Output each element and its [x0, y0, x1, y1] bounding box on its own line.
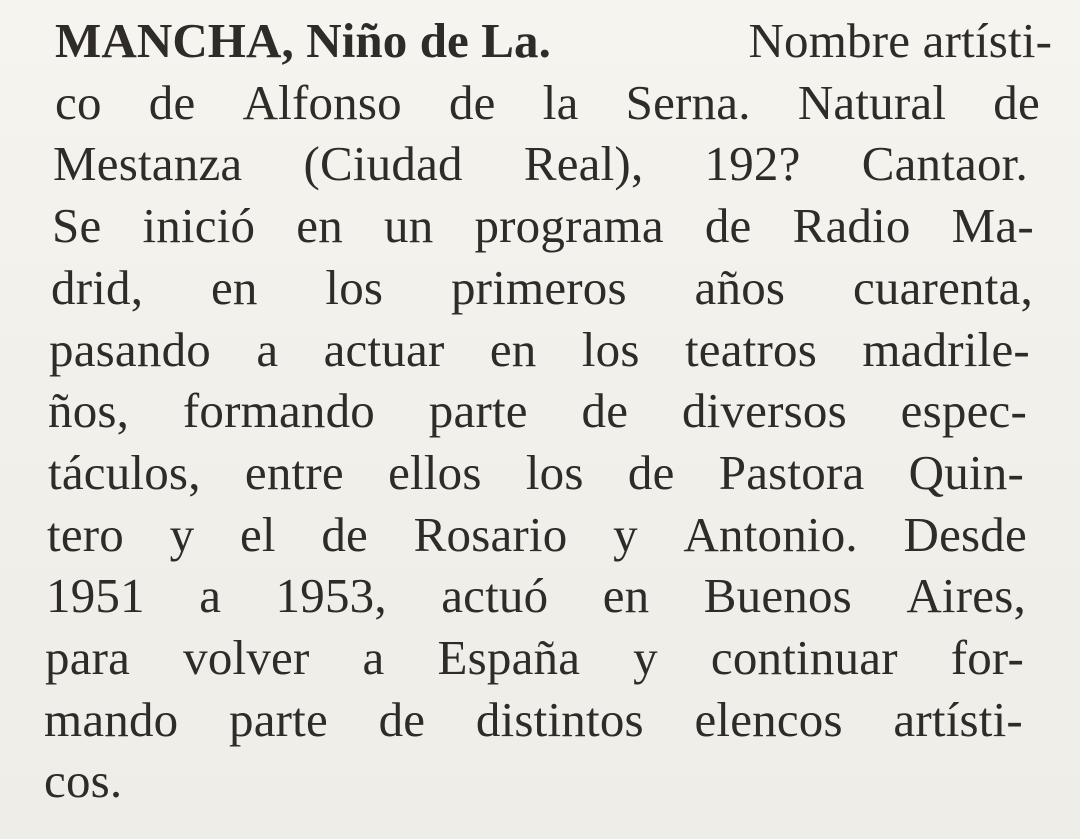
entry-word: años	[694, 259, 786, 315]
entry-word: Mestanza	[53, 136, 243, 192]
entry-line-1-text: Nombre artísti-	[748, 13, 1053, 68]
entry-word: actuar	[323, 321, 445, 377]
entry-word: parte	[428, 383, 528, 439]
entry-word: (Ciudad	[303, 136, 463, 192]
entry-line-6	[0, 319, 1030, 381]
entry-word: mando	[44, 691, 179, 747]
entry-word: teatros	[684, 321, 817, 377]
entry-word: de	[148, 74, 196, 130]
entry-word: de	[581, 383, 629, 439]
entry-word: entre	[244, 444, 344, 500]
entry-word: for-	[950, 630, 1024, 686]
entry-word: actuó	[441, 568, 549, 624]
entry-word: madrile-	[862, 321, 1030, 377]
entry-word: táculos,	[48, 444, 201, 500]
entry-line-13: cos.	[44, 753, 123, 809]
entry-line-5	[0, 257, 1033, 319]
entry-word: a	[256, 321, 279, 377]
entry-word: Buenos	[703, 568, 852, 624]
entry-word: Aires,	[906, 568, 1026, 624]
entry-word: distintos	[475, 691, 644, 747]
entry-word: en	[296, 198, 343, 254]
entry-word: inició	[142, 198, 256, 254]
entry-word: Rosario	[413, 506, 568, 562]
entry-word: un	[384, 198, 434, 254]
entry-line-4	[0, 195, 1034, 257]
entry-word: y	[613, 506, 638, 562]
dictionary-entry	[0, 10, 1080, 812]
entry-word: cuarenta,	[852, 259, 1033, 315]
entry-word: los	[325, 259, 384, 315]
entry-word: artísti-	[893, 691, 1023, 747]
entry-word: Cantaor.	[861, 136, 1028, 192]
entry-word: a	[199, 568, 222, 624]
entry-line-9	[0, 504, 1027, 566]
entry-word: ños,	[48, 383, 130, 439]
entry-word: Natural	[797, 74, 947, 130]
entry-word: drid,	[51, 259, 144, 315]
entry-word: continuar	[710, 630, 898, 686]
entry-line-2	[0, 72, 1040, 134]
entry-word: Desde	[903, 506, 1027, 562]
entry-word: Alfonso	[242, 74, 402, 130]
entry-word: a	[362, 630, 385, 686]
entry-line-1	[0, 10, 1053, 72]
entry-word: de	[378, 691, 426, 747]
entry-headword: MANCHA, Niño de La.	[55, 13, 551, 68]
entry-word: y	[169, 506, 195, 562]
entry-word: 1951	[46, 568, 145, 624]
entry-word: formando	[182, 383, 376, 439]
entry-word: los	[525, 444, 584, 500]
entry-line-12	[0, 689, 1023, 751]
entry-word: co	[55, 74, 102, 130]
entry-word: Quin-	[908, 444, 1024, 500]
entry-word: de	[448, 74, 496, 130]
entry-word: Serna.	[625, 74, 751, 130]
entry-word: España	[437, 630, 581, 686]
entry-word: pasando	[49, 321, 211, 377]
entry-line-3	[0, 133, 1028, 195]
entry-word: de	[993, 74, 1040, 130]
entry-word: Antonio.	[683, 506, 858, 562]
entry-word: de	[321, 506, 368, 562]
entry-word: Real),	[523, 136, 644, 192]
entry-word: volver	[183, 630, 310, 686]
entry-word: programa	[474, 198, 664, 254]
entry-word: de	[704, 198, 752, 254]
entry-line-8	[0, 442, 1024, 504]
entry-word: parte	[229, 691, 328, 747]
entry-word: en	[210, 259, 258, 315]
entry-word: el	[239, 506, 276, 562]
entry-word: Ma-	[951, 198, 1034, 254]
entry-word: Radio	[792, 198, 911, 254]
entry-word: primeros	[450, 259, 627, 315]
entry-word: 1953,	[275, 568, 387, 624]
entry-word: Pastora	[718, 444, 865, 500]
entry-line-11	[0, 627, 1024, 689]
entry-line-7	[0, 380, 1027, 442]
entry-word: ellos	[388, 444, 482, 500]
entry-word: 192?	[704, 136, 801, 192]
entry-word: en	[602, 568, 650, 624]
entry-line-10	[0, 565, 1026, 627]
entry-word: diversos	[681, 383, 847, 439]
entry-word: los	[581, 321, 640, 377]
entry-word: la	[542, 74, 579, 130]
entry-word: en	[489, 321, 537, 377]
entry-word: tero	[47, 506, 124, 562]
entry-word: para	[45, 630, 131, 686]
entry-word: Se	[52, 198, 102, 254]
entry-word: de	[627, 444, 675, 500]
entry-word: y	[633, 630, 658, 686]
entry-word: elencos	[694, 691, 843, 747]
entry-word: espec-	[900, 383, 1027, 439]
